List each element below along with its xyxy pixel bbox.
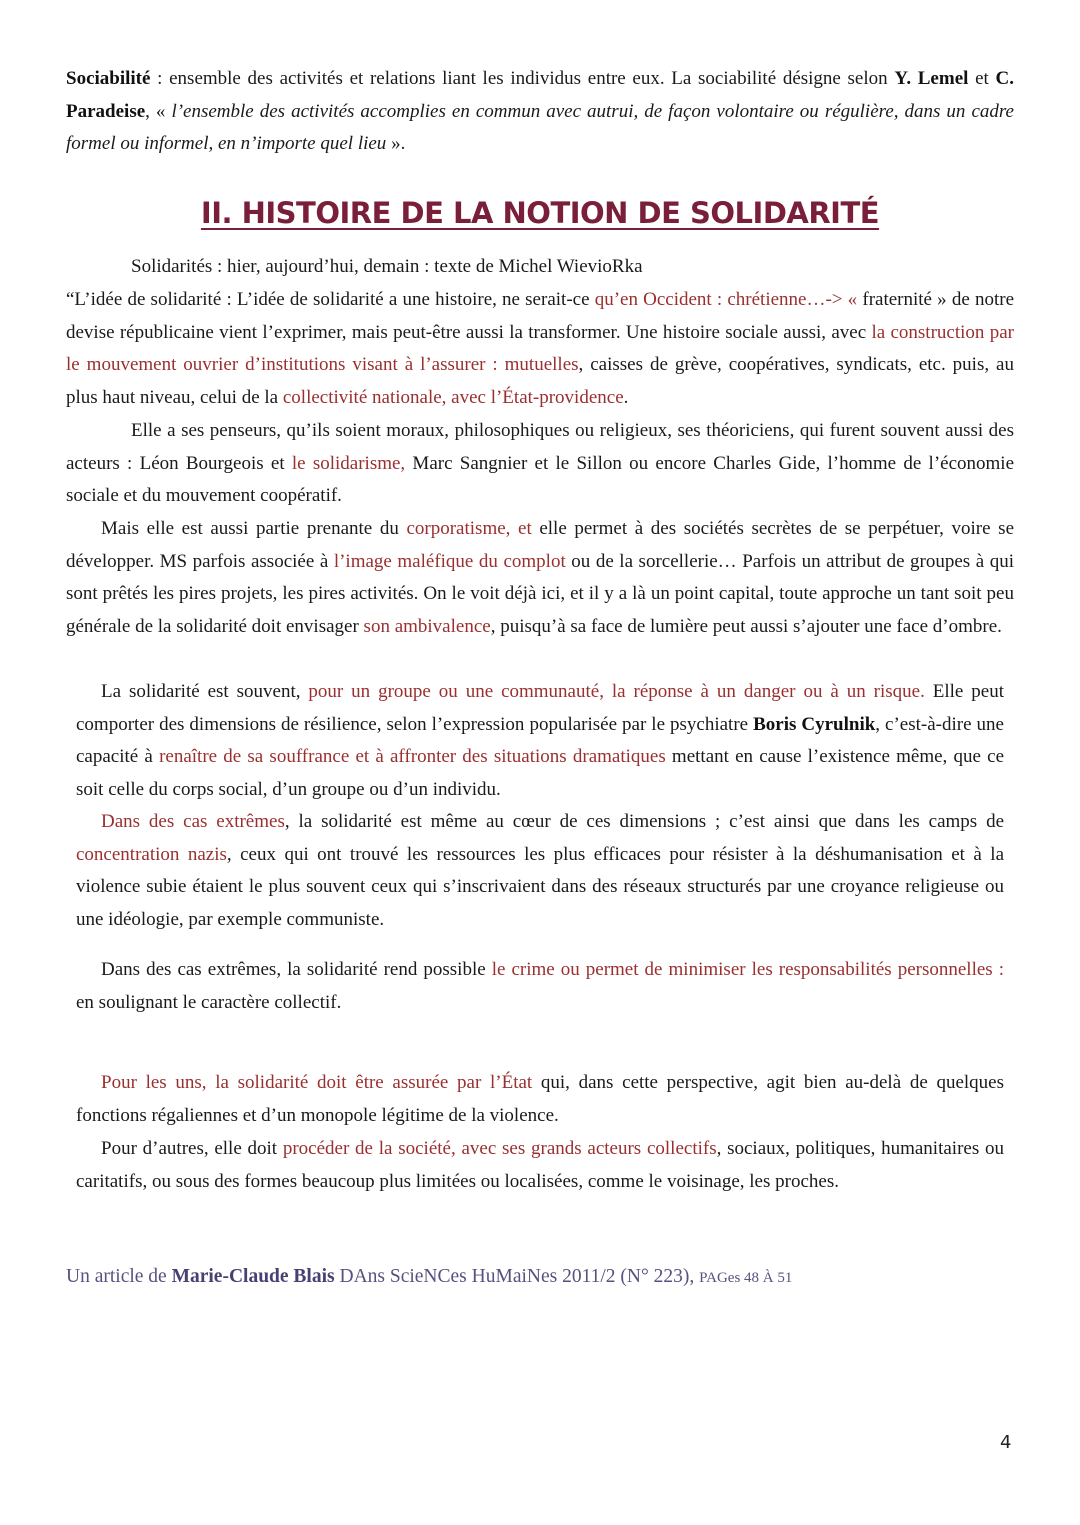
- article-reference: Un article de Marie-Claude Blais DAns ScieNCes HuMaiNes 2011/2 (N° 223), PAGes 48 À 51: [66, 1266, 793, 1287]
- reference-author: Marie-Claude Blais: [171, 1266, 335, 1287]
- definition-quote: l’ensemble des activités accomplies en commun avec autrui, de façon volontaire ou régulière, dans un cadre formel ou informel, en n’importe quel lieu: [66, 100, 1014, 155]
- page-number: 4: [1000, 1432, 1012, 1453]
- paragraph-4: La solidarité est souvent, pour un groupe ou une communauté, la réponse à un danger ou à un risque. Elle peut comporter des dimensions de résilience, selon l’expression popularisée par le psychiatre Boris Cyrulnik, c’est-à-dire une capacité à renaître de sa souffrance et à affronter des situations dramatiques mettant en cause l’existence même, que ce soit celle du corps social, d’un groupe ou d’un individu.: [76, 681, 1005, 801]
- paragraph-2: Elle a ses penseurs, qu’ils soient moraux, philosophiques ou religieux, ses théoriciens, qui furent souvent aussi des acteurs : Léon Bourgeois et le solidarisme, Marc Sangnier et le Sillon ou encore Charles Gide, l’homme de l’économie sociale et du mouvement coopératif.: [66, 420, 1014, 507]
- paragraph-1: “L’idée de solidarité : L’idée de solidarité a une histoire, ne serait-ce qu’en Occident : chrétienne…-> « fraternité » de notre devise républicaine vient l’exprimer, mais peut-être aussi la transformer. Une histoire sociale aussi, avec la construction par le mouvement ouvrier d’institutions visant à l’assurer : mutuelles, caisses de grève, coopératives, syndicats, etc. puis, au plus haut niveau, celui de la collectivité nationale, avec l’État-providence.: [66, 289, 1014, 409]
- person-name: Boris Cyrulnik: [753, 713, 876, 735]
- definition-term: Sociabilité: [66, 68, 151, 89]
- paragraph-8: Pour d’autres, elle doit procéder de la société, avec ses grands acteurs collectifs, sociaux, politiques, humanitaires ou caritatifs, ou sous des formes beaucoup plus limitées ou localisées, comme le voisinage, les proches.: [76, 1138, 1004, 1192]
- text-subtitle: Solidarités : hier, aujourd’hui, demain : texte de Michel WievioRka: [131, 256, 643, 277]
- paragraph-3: Mais elle est aussi partie prenante du corporatisme, et elle permet à des sociétés secrètes de se perpétuer, voire se développer. MS parfois associée à l’image maléfique du complot ou de la sorcellerie… Parfois un attribut de groupes à qui sont prêtés les pires projets, les pires activités. On le voit déjà ici, et il y a là un point capital, toute approche un tant soit peu générale de la solidarité doit envisager son ambivalence, puisqu’à sa face de lumière peut aussi s’ajouter une face d’ombre.: [66, 518, 1015, 638]
- definition-paragraph: Sociabilité : ensemble des activités et relations liant les individus entre eux. La sociabilité désigne selon Y. Lemel et C. Paradeise, « l’ensemble des activités accomplies en commun avec autrui, de façon volontaire ou régulière, dans un cadre formel ou informel, en n’importe quel lieu ».: [66, 68, 1014, 155]
- paragraph-6: Dans des cas extrêmes, la solidarité rend possible le crime ou permet de minimiser les responsabilités personnelles : en soulignant le caractère collectif.: [76, 959, 1004, 1013]
- section-heading: II. HISTOIRE DE LA NOTION DE SOLIDARITÉ: [200, 196, 880, 230]
- paragraph-7: Pour les uns, la solidarité doit être assurée par l’État qui, dans cette perspective, agit bien au-delà de quelques fonctions régaliennes et d’un monopole légitime de la violence.: [76, 1072, 1004, 1126]
- paragraph-5: Dans des cas extrêmes, la solidarité est même au cœur de ces dimensions ; c’est ainsi que dans les camps de concentration nazis, ceux qui ont trouvé les ressources les plus efficaces pour résister à la déshumanisation et à la violence subie étaient le plus souvent ceux qui s’inscrivaient dans des réseaux structurés par une croyance religieuse ou une idéologie, par exemple communiste.: [76, 811, 1005, 931]
